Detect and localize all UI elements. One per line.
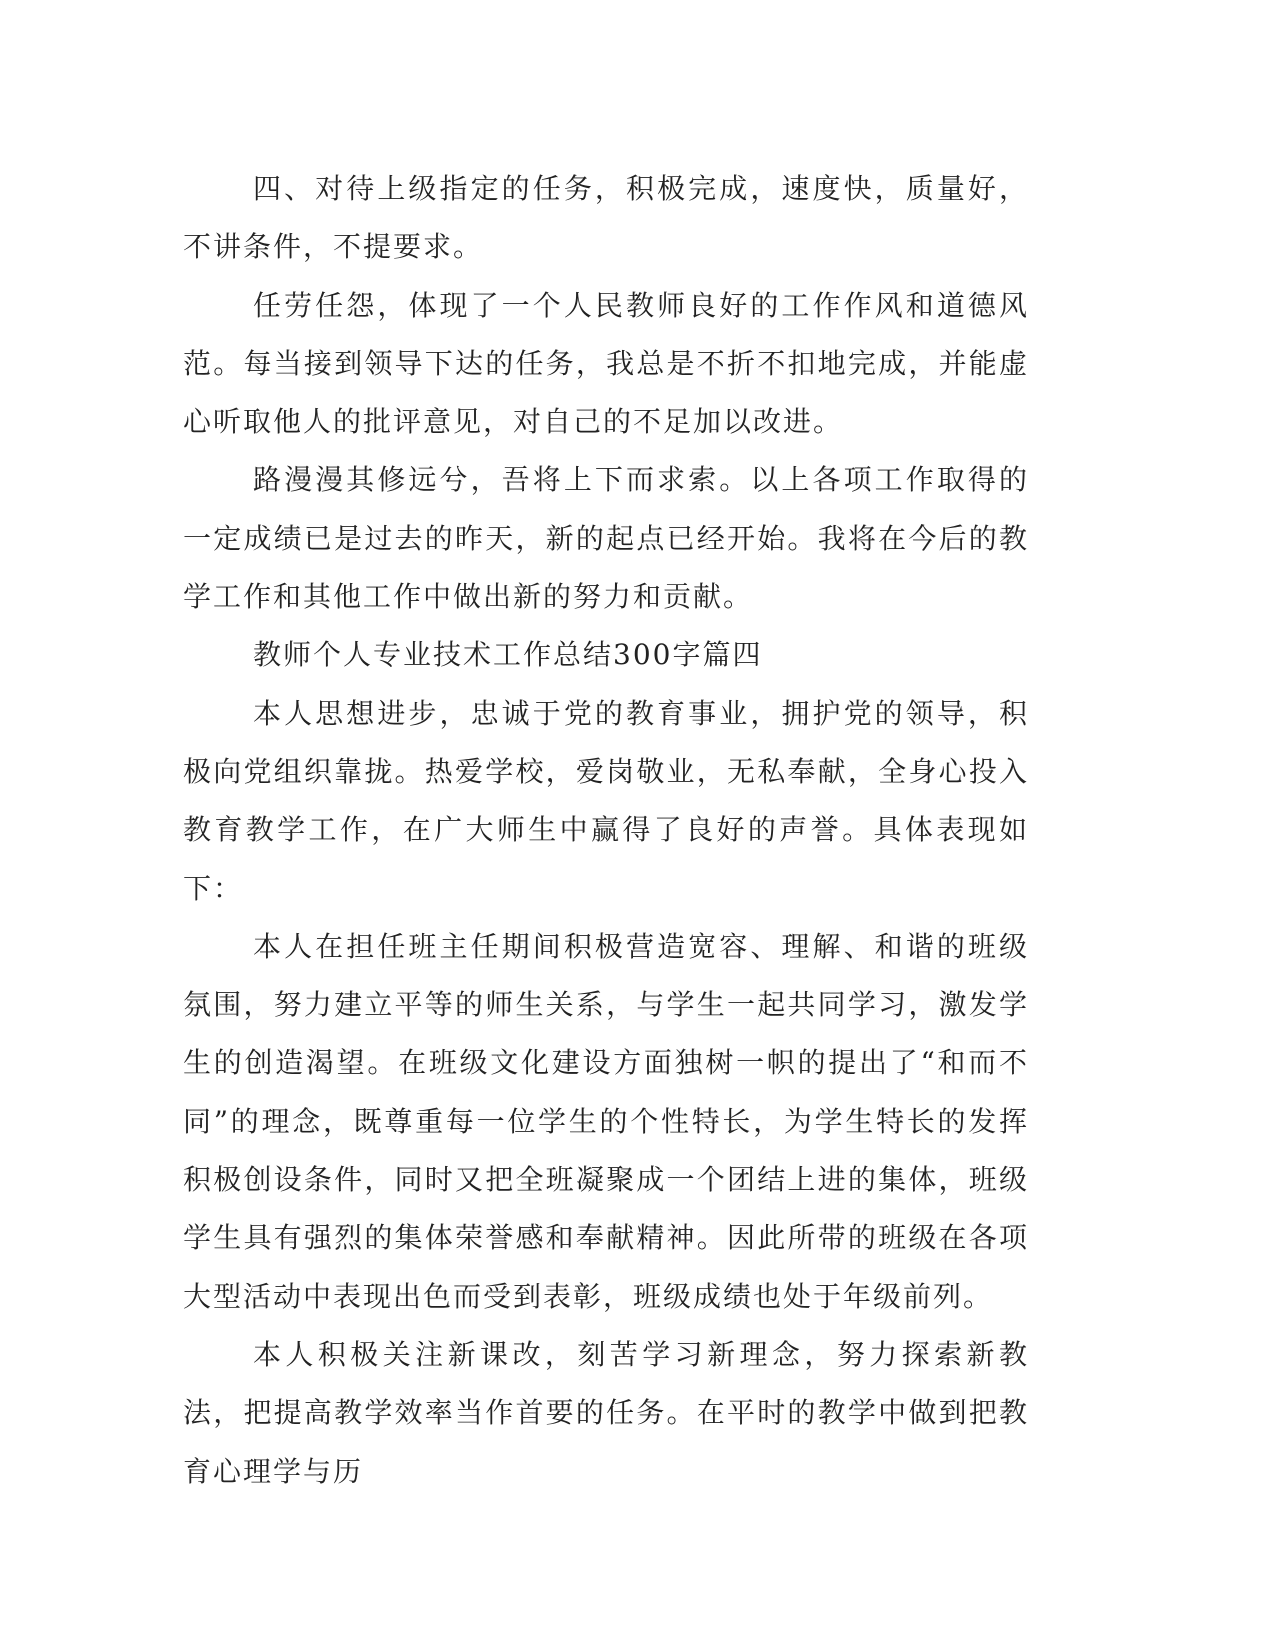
document-body (183, 160, 1029, 1501)
paragraph: 本人积极关注新课改，刻苦学习新理念，努力探索新教法，把提高教学效率当作首要的任务。在平时的教学中做到把教育心理学与历 (183, 1337, 1029, 1488)
paragraph: 四、对待上级指定的任务，积极完成，速度快，质量好，不讲条件，不提要求。 (183, 172, 1029, 264)
paragraph: 本人思想进步，忠诚于党的教育事业，拥护党的领导，积极向党组织靠拢。热爱学校，爱岗敬业，无私奉献，全身心投入教育教学工作，在广大师生中赢得了良好的声誉。具体表现如下： (183, 696, 1029, 905)
section-heading: 教师个人专业技术工作总结300字篇四 (253, 638, 763, 672)
paragraph: 路漫漫其修远兮，吾将上下而求索。以上各项工作取得的一定成绩已是过去的昨天，新的起点已经开始。我将在今后的教学工作和其他工作中做出新的努力和贡献。 (183, 463, 1029, 614)
paragraph: 任劳任怨，体现了一个人民教师良好的工作作风和道德风范。每当接到领导下达的任务，我总是不折不扣地完成，并能虚心听取他人的批评意见，对自己的不足加以改进。 (183, 288, 1029, 439)
paragraph: 本人在担任班主任期间积极营造宽容、理解、和谐的班级氛围，努力建立平等的师生关系，与学生一起共同学习，激发学生的创造渴望。在班级文化建设方面独树一帜的提出了“和而不同”的理念，既尊重每一位学生的个性特长，为学生特长的发挥积极创设条件，同时又把全班凝聚成一个团结上进的集体，班级学生具有强烈的集体荣誉感和奉献精神。因此所带的班级在各项大型活动中表现出色而受到表彰，班级成绩也处于年级前列。 (183, 929, 1029, 1313)
